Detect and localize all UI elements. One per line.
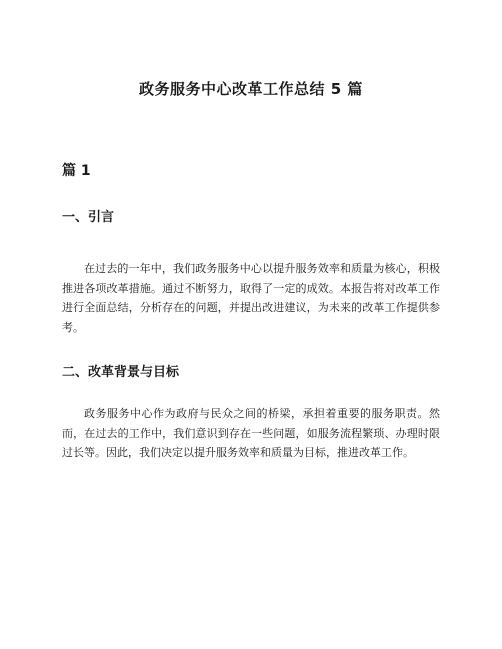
section-heading-background-goals: 二、改革背景与目标 (62, 365, 180, 380)
section-paragraph-introduction: 在过去的一年中，我们政务服务中心以提升服务效率和质量为核心，积极推进各项改革措施。通过不断努力，取得了一定的成效。本报告将对改革工作进行全面总结，分析存在的问题，并提出改进建议，为未来的改革工作提供参考。 (62, 262, 440, 334)
document-title: 政务服务中心改革工作总结 5 篇 (139, 80, 363, 98)
section-paragraph-background-goals: 政务服务中心作为政府与民众之间的桥梁，承担着重要的服务职责。然而，在过去的工作中，我们意识到存在一些问题，如服务流程繁琐、办理时限过长等。因此，我们决定以提升服务效率和质量为目标，推进改革工作。 (62, 407, 440, 459)
section-heading-introduction: 一、引言 (62, 210, 115, 225)
part-heading: 篇 1 (62, 163, 91, 179)
